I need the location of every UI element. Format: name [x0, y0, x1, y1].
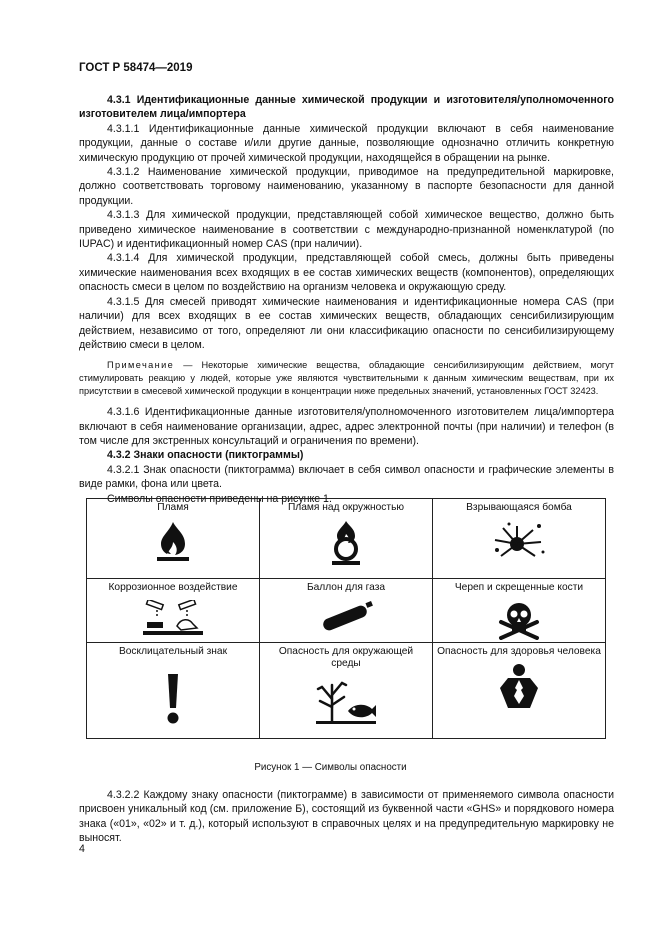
cell-health-hazard — [433, 643, 606, 739]
gas-cylinder-icon — [316, 600, 376, 634]
paragraph-4-3-1-2: 4.3.1.2 Наименование химической продукции, приводимое на предупредительной маркировке, должно соответствовать торговому наименованию, указанному в паспорте безопасности для данной продукции. — [79, 166, 614, 207]
paragraph-4-3-2-1: 4.3.2.1 Знак опасности (пиктограмма) включает в себя символ опасности и графические элементы в виде рамки, фона или цвета. — [79, 463, 614, 491]
main-text — [79, 93, 614, 506]
cell-environment — [260, 643, 433, 739]
flame-icon — [151, 520, 195, 562]
health-hazard-icon — [494, 662, 544, 710]
cell-label: Пламя над окружностью — [287, 502, 405, 513]
paragraph-4-3-1-6: 4.3.1.6 Идентификационные данные изготовителя/уполномоченного изготовителем лица/импортера включают в себя наименование организации, адрес, адрес электронной почты (при наличии) и телефон (в том числе для экстренных консультаций и ограничения по времени). — [79, 406, 614, 447]
bottom-text — [79, 788, 614, 846]
cell-label: Опасность для здоровья человека — [437, 646, 601, 657]
cell-label: Опасность для окружающей среды — [278, 646, 414, 670]
skull-crossbones-icon — [495, 600, 543, 640]
figure-caption: Рисунок 1 — Символы опасности — [254, 762, 407, 773]
note — [79, 359, 614, 397]
document-header: ГОСТ Р 58474—2019 — [79, 62, 193, 74]
cell-label: Коррозионное воздействие — [108, 582, 238, 593]
symbols-intro: Символы опасности приведены на рисунке 1. — [107, 492, 332, 505]
cell-label: Взрывающаяся бомба — [466, 502, 572, 513]
cell-gas-cylinder — [260, 579, 433, 643]
cell-label: Восклицательный знак — [118, 646, 228, 657]
cell-label: Череп и скрещенные кости — [454, 582, 584, 593]
corrosion-icon — [141, 600, 205, 636]
cell-label: Пламя — [157, 502, 189, 513]
cell-corrosion — [87, 579, 260, 643]
paragraph-4-3-2-2: 4.3.2.2 Каждому знаку опасности (пиктограмме) в зависимости от применяемого символа опасности присвоен уникальный код (см. приложение Б), состоящий из буквенной части «GHS» и порядкового номера знака («01», «02» и т. д.), который используют в справочных целях и на предупредительную маркировку не выносят. — [79, 789, 614, 845]
cell-exclamation-mark — [87, 643, 260, 739]
hazard-symbols-table — [86, 498, 606, 739]
note-text: — Некоторые химические вещества, обладающие сенсибилизирующим действием, могут стимулировать реакцию у людей, которые уже являются чувствительными к данным химическим веществам, при их присутствии в смесевой химической продукции в концентрации ниже предельных значений, установленных ГОСТ 32423. — [79, 360, 614, 396]
cell-flame — [87, 499, 260, 579]
page-number: 4 — [79, 843, 85, 855]
flame-over-circle-icon — [326, 520, 366, 566]
section-4-3-1-title: 4.3.1 Идентификационные данные химической продукции и изготовителя/уполномоченного изготовителем лица/импортера — [79, 94, 614, 121]
environment-icon — [314, 677, 378, 725]
paragraph-4-3-1-5: 4.3.1.5 Для смесей приводят химические наименования и идентификационные номера CAS (при наличии) для всех входящих в ее состав химических веществ, обладающих сенсибилизирующим действием, независимо от того, определяют ли они классификацию опасности по сенсибилизирующему действию смеси в целом. — [79, 295, 614, 351]
cell-skull-crossbones — [433, 579, 606, 643]
cell-exploding-bomb — [433, 499, 606, 579]
paragraph-4-3-1-3: 4.3.1.3 Для химической продукции, представляющей собой химическое вещество, должно быть приведено химическое наименование в соответствии с международно-признанной номенклатурой (по IUPAC) и идентификационный номер CAS (при наличии). — [79, 209, 614, 251]
cell-label: Баллон для газа — [306, 582, 386, 593]
section-4-3-2-title: 4.3.2 Знаки опасности (пиктограммы) — [107, 449, 304, 462]
note-label: Примечание — [107, 360, 175, 371]
paragraph-4-3-1-1: 4.3.1.1 Идентификационные данные химической продукции включают в себя наименование продукции, данные о составе и/или другие данные, позволяющие однозначно отличить конкретную химическую продукцию от прочей химической продукции, находящейся в обращении на рынке. — [79, 122, 614, 164]
exploding-bomb-icon — [489, 520, 549, 562]
paragraph-4-3-1-4: 4.3.1.4 Для химической продукции, представляющей собой смесь, должны быть приведены химические наименования всех входящих в ее состав химических веществ (компонентов), определяющих опасность смеси в целом по воздействию на организм человека и окружающую среду. — [79, 252, 614, 294]
exclamation-mark-icon — [163, 672, 183, 726]
cell-flame-over-circle — [260, 499, 433, 579]
